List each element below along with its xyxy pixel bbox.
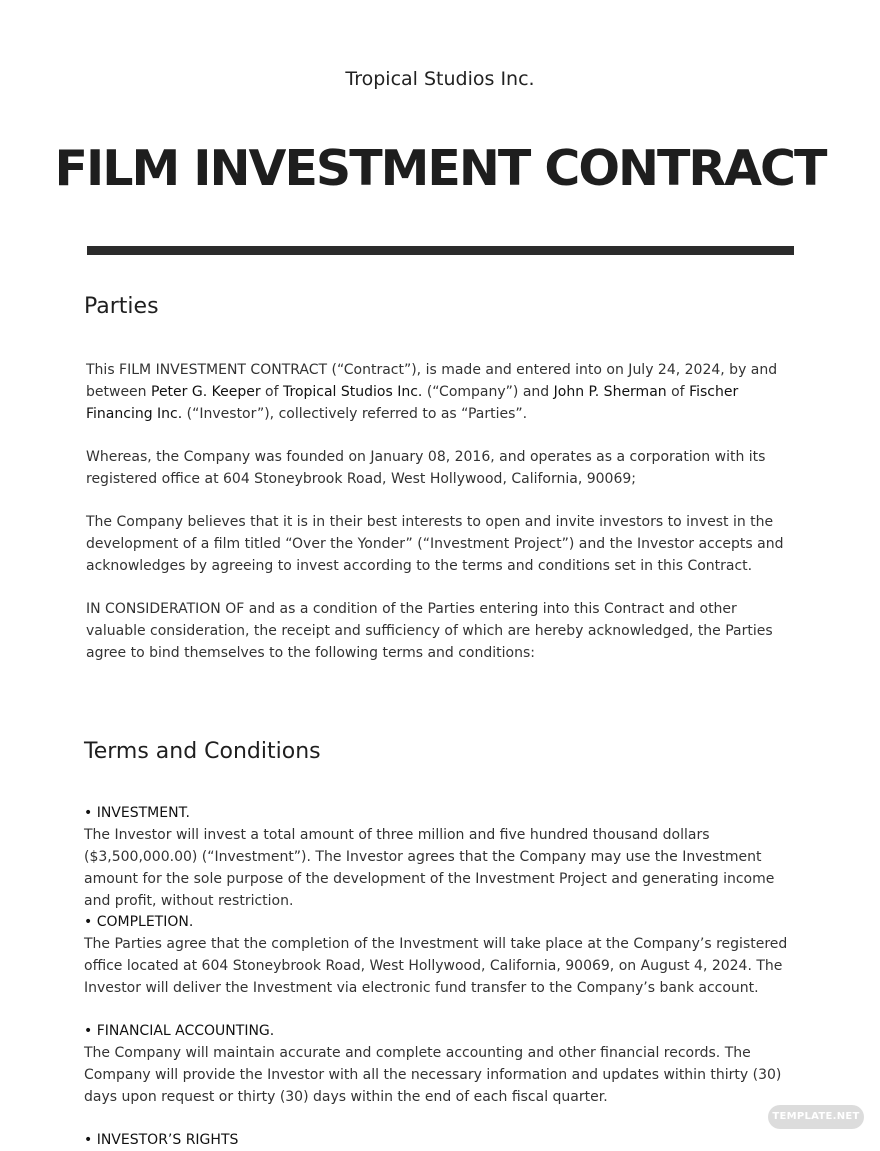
whereas-paragraph: Whereas, the Company was founded on January 08, 2016, and operates as a corporation with its registered office at 604 Stoneybrook Road, West Hollywood, California, 90069; — [86, 449, 766, 487]
intro-text: (“Company”) and — [422, 384, 554, 400]
parties-heading: Parties — [84, 294, 159, 319]
intro-text: (“Investor”), collectively referred to as “Parties”. — [182, 406, 528, 422]
term-item-investment — [84, 802, 794, 912]
term-item-completion — [84, 911, 794, 999]
investor-name: John P. Sherman — [553, 384, 667, 400]
title-divider — [87, 246, 794, 255]
terms-heading: Terms and Conditions — [84, 739, 321, 764]
company-name-header: Tropical Studios Inc. — [345, 68, 535, 90]
term-body: The Parties agree that the completion of the Investment will take place at the Company’s registered office located at 604 Stoneybrook Road, West Hollywood, California, 90069, on August 4, 2024. The Investor will deliver the Investment via electronic fund transfer to the Company’s bank account. — [84, 936, 788, 996]
term-title: • INVESTMENT. — [84, 805, 190, 821]
intro-text: of — [260, 384, 283, 400]
term-body: The Company will maintain accurate and complete accounting and other financial records. The Company will provide the Investor with all the necessary information and updates within thirty (30) days upon request or thirty (30) days within the end of each fiscal quarter. — [84, 1045, 782, 1105]
company-name: Tropical Studios Inc. — [283, 384, 423, 400]
intro-text: of — [666, 384, 690, 400]
term-title-investors-rights: • INVESTOR’S RIGHTS — [84, 1132, 239, 1148]
investor-company-name: Fischer Financing Inc. — [86, 384, 739, 422]
company-belief-paragraph: The Company believes that it is in their best interests to open and invite investors to invest in the development of a film titled “Over the Yonder” (“Investment Project”) and the Investor accepts and acknowledges by agreeing to invest according to the terms and conditions set in this Contract. — [86, 514, 784, 574]
intro-text: This FILM INVESTMENT CONTRACT (“Contract”), is made and entered into on July 24, 2024, by and between — [86, 362, 778, 400]
template-watermark-badge: TEMPLATE.NET — [768, 1105, 864, 1129]
term-body: The Investor will invest a total amount of three million and five hundred thousand dollars ($3,500,000.00) (“Investment”). The Investor agrees that the Company may use the Investment amount for the sole purpose of the development of the Investment Project and generating income and profit, without restriction. — [84, 827, 775, 909]
term-title: • COMPLETION. — [84, 914, 194, 930]
document-title: FILM INVESTMENT CONTRACT — [54, 140, 826, 197]
company-representative-name: Peter G. Keeper — [151, 384, 261, 400]
parties-intro-paragraph — [86, 359, 796, 425]
consideration-paragraph: IN CONSIDERATION OF and as a condition of the Parties entering into this Contract and other valuable consideration, the receipt and sufficiency of which are hereby acknowledged, the Parties agree to bind themselves to the following terms and conditions: — [86, 601, 773, 661]
term-title: • FINANCIAL ACCOUNTING. — [84, 1023, 275, 1039]
term-item-financial-accounting — [84, 1020, 794, 1108]
